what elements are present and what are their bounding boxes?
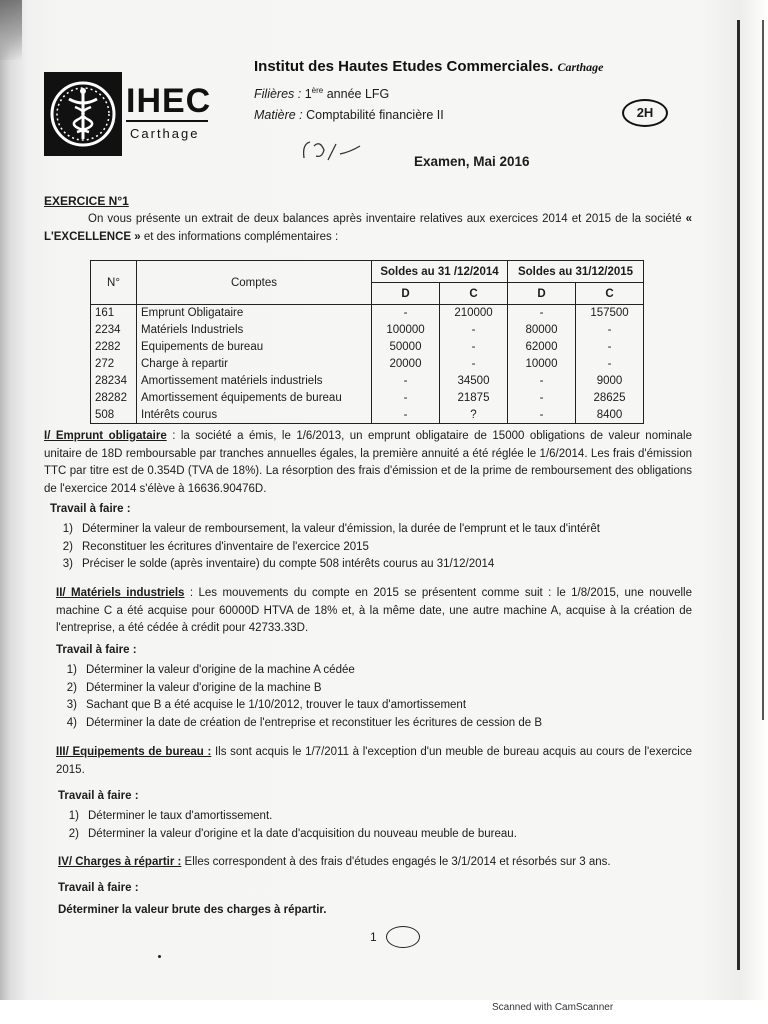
balance-table xyxy=(90,260,644,424)
page-number: 1 xyxy=(370,930,377,944)
cell-n: 28282 xyxy=(91,390,137,407)
cell-c2014: 34500 xyxy=(440,373,508,390)
task-list xyxy=(56,808,517,843)
section-title: I/ Emprunt obligataire xyxy=(44,430,167,442)
cell-compte: Emprunt Obligataire xyxy=(137,305,372,322)
exam-title: Examen, Mai 2016 xyxy=(414,154,530,169)
header-2015: Soldes au 31/12/2015 xyxy=(508,261,644,283)
table-row xyxy=(91,356,644,373)
subheader-c: C xyxy=(576,283,644,305)
cell-compte: Intérêts courus xyxy=(137,407,372,424)
logo-rule xyxy=(126,120,208,122)
filiere-value-suffix: année LFG xyxy=(323,87,390,102)
cell-c2015: - xyxy=(576,356,644,373)
list-item: 2) Déterminer la valeur d'origine de la machine B xyxy=(66,681,322,694)
logo-city: Carthage xyxy=(130,126,200,141)
cell-d2014: - xyxy=(372,390,440,407)
company-name: « L'EXCELLENCE » xyxy=(44,213,692,243)
handwritten-mark-icon xyxy=(300,136,380,166)
cell-n: 2234 xyxy=(91,322,137,339)
cell-n: 2282 xyxy=(91,339,137,356)
header-n: N° xyxy=(91,261,137,305)
exercise-intro xyxy=(44,210,692,246)
duration-badge: 2H xyxy=(622,99,668,127)
cell-d2014: 20000 xyxy=(372,356,440,373)
list-item: 2) Déterminer la valeur d'origine et la date d'acquisition du nouveau meuble de bureau. xyxy=(68,827,517,840)
cell-compte: Charge à repartir xyxy=(137,356,372,373)
header-2014: Soldes au 31 /12/2014 xyxy=(372,261,508,283)
filiere-value: 1 xyxy=(304,87,312,102)
matiere-label: Matière : xyxy=(254,108,303,122)
intro-text: On vous présente un extrait de deux balances après inventaire relatives aux exercices 2014 et 2015 de la société xyxy=(88,213,686,225)
scan-edge-line xyxy=(762,20,764,720)
list-item: 1) Déterminer la valeur d'origine de la machine A cédée xyxy=(66,664,355,676)
cell-compte: Amortissement équipements de bureau xyxy=(137,390,372,407)
cell-compte: Equipements de bureau xyxy=(137,339,372,356)
scan-edge-line xyxy=(737,20,740,970)
travail-a-faire: Travail à faire : xyxy=(58,882,139,894)
list-item: 1) Déterminer la valeur de remboursement, la valeur d'émission, la durée de l'emprunt et le taux d'intérêt xyxy=(62,523,600,535)
cell-d2014: - xyxy=(372,373,440,390)
travail-a-faire: Travail à faire : xyxy=(50,503,131,515)
cell-c2014: - xyxy=(440,339,508,356)
cell-c2014: 21875 xyxy=(440,390,508,407)
section-text: : Les mouvements du compte en 2015 se présentent comme suit : le 1/8/2015, une nouvelle machine C a été acquise pour 60000D HTVA de 18% et, à la même date, une autre machine A, acquise à la création de l'entreprise, a été cédée à crédit pour 42733.33D. xyxy=(56,587,692,634)
table-row xyxy=(91,373,644,390)
cell-c2014: - xyxy=(440,356,508,373)
list-item: 3) Sachant que B a été acquise le 1/10/2012, trouver le taux d'amortissement xyxy=(66,699,467,711)
section-charges xyxy=(58,854,694,872)
header-comptes: Comptes xyxy=(137,261,372,305)
matiere-line xyxy=(254,108,444,122)
list-item: 2) Reconstituer les écritures d'inventaire de l'exercice 2015 xyxy=(62,540,369,553)
travail-a-faire: Travail à faire : xyxy=(56,644,137,656)
cell-n: 272 xyxy=(91,356,137,373)
table-row xyxy=(91,407,644,424)
section-equipements xyxy=(56,744,692,779)
cell-d2015: - xyxy=(508,305,576,322)
list-item: 4) Déterminer la date de création de l'entreprise et reconstituer les écritures de cession de B xyxy=(66,716,543,729)
section-title: III/ Equipements de bureau : xyxy=(56,746,212,758)
subheader-c: C xyxy=(440,283,508,305)
cell-d2015: - xyxy=(508,390,576,407)
task-list xyxy=(50,521,600,574)
cell-c2015: - xyxy=(576,322,644,339)
travail-a-faire: Travail à faire : xyxy=(58,790,139,802)
cell-n: 161 xyxy=(91,305,137,322)
filiere-sup: ère xyxy=(311,86,324,95)
matiere-value: Comptabilité financière II xyxy=(306,108,444,122)
section-text: Ils sont acquis le 1/7/2011 à l'exception d'un meuble de bureau acquis au cours de l'exercice 2015. xyxy=(56,746,692,776)
section-text: Elles correspondent à des frais d'études engagés le 3/1/2014 et résorbés sur 3 ans. xyxy=(181,856,611,868)
table-row xyxy=(91,322,644,339)
section-materiels xyxy=(56,585,692,638)
cell-d2015: 62000 xyxy=(508,339,576,356)
list-item: 3) Préciser le solde (après inventaire) du compte 508 intérêts courus au 31/12/2014 xyxy=(62,558,495,570)
task-list xyxy=(54,662,542,732)
cell-n: 28234 xyxy=(91,373,137,390)
cell-c2015: - xyxy=(576,339,644,356)
list-item: 1) Déterminer le taux d'amortissement. xyxy=(68,810,273,822)
table-row xyxy=(91,339,644,356)
final-task: Déterminer la valeur brute des charges à répartir. xyxy=(58,904,327,916)
cell-d2015: - xyxy=(508,407,576,424)
cell-d2015: 80000 xyxy=(508,322,576,339)
page-corner-shadow xyxy=(0,0,22,60)
institution-city: Carthage xyxy=(557,60,604,74)
handwritten-circle-icon xyxy=(386,926,420,948)
cell-c2015: 157500 xyxy=(576,305,644,322)
cell-c2015: 9000 xyxy=(576,373,644,390)
ihec-logo xyxy=(44,72,210,156)
institution-name xyxy=(254,58,603,75)
cell-d2014: 50000 xyxy=(372,339,440,356)
cell-c2015: 8400 xyxy=(576,407,644,424)
section-text: : la société a émis, le 1/6/2013, un emprunt obligataire de 15000 obligations de valeur nominale unitaire de 18D remboursable par tranches annuelles égales, la première annuité a été réglée le 1/6/2014. Les frais d'émission TTC par titre est de 0.354D (TVA de 18%). La résorption des frais d'émission et de la prime de remboursement des obligations de l'exercice 2014 s'élève à 16636.90476D. xyxy=(44,430,692,495)
cell-d2015: 10000 xyxy=(508,356,576,373)
cell-d2014: - xyxy=(372,407,440,424)
institution-text: Institut des Hautes Etudes Commerciales. xyxy=(254,58,554,75)
cell-c2014: ? xyxy=(440,407,508,424)
section-title: II/ Matériels industriels xyxy=(56,587,185,599)
subheader-d: D xyxy=(508,283,576,305)
section-title: IV/ Charges à répartir : xyxy=(58,856,182,868)
cell-d2014: 100000 xyxy=(372,322,440,339)
intro-text-end: et des informations complémentaires : xyxy=(140,231,339,243)
subheader-d: D xyxy=(372,283,440,305)
speck xyxy=(158,955,161,958)
cell-d2015: - xyxy=(508,373,576,390)
cell-compte: Amortissement matériels industriels xyxy=(137,373,372,390)
cell-d2014: - xyxy=(372,305,440,322)
scanner-watermark: Scanned with CamScanner xyxy=(492,1002,614,1013)
filiere-label: Filières : xyxy=(254,87,302,102)
cell-c2015: 28625 xyxy=(576,390,644,407)
cell-c2014: - xyxy=(440,322,508,339)
cell-n: 508 xyxy=(91,407,137,424)
filiere-line xyxy=(254,86,389,101)
section-emprunt xyxy=(44,428,692,498)
exercise-title: EXERCICE N°1 xyxy=(44,194,129,208)
logo-text: IHEC xyxy=(126,82,212,120)
table-row xyxy=(91,305,644,322)
table-row xyxy=(91,390,644,407)
caduceus-emblem-icon xyxy=(47,77,119,151)
cell-compte: Matériels Industriels xyxy=(137,322,372,339)
cell-c2014: 210000 xyxy=(440,305,508,322)
